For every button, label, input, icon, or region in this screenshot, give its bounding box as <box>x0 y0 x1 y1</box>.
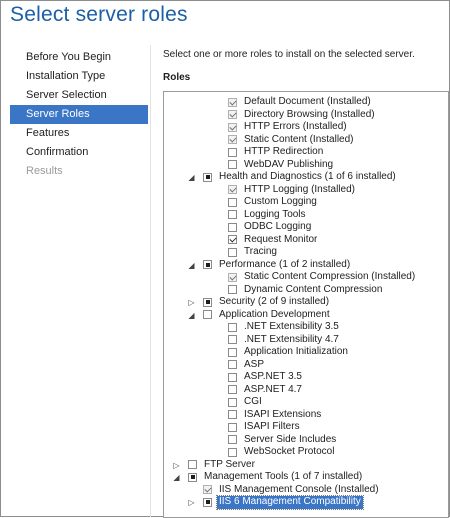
role-label[interactable]: ASP <box>244 358 265 370</box>
role-checkbox[interactable] <box>228 285 237 294</box>
tree-row[interactable] <box>164 359 444 372</box>
role-checkbox[interactable] <box>228 160 237 169</box>
role-checkbox <box>228 135 237 144</box>
role-label[interactable]: Performance (1 of 2 installed) <box>219 258 351 270</box>
role-label[interactable]: Management Tools (1 of 7 installed) <box>204 471 363 482</box>
role-checkbox[interactable] <box>203 498 212 507</box>
tree-row[interactable] <box>164 321 444 334</box>
role-label[interactable]: Dynamic Content Compression <box>244 283 383 295</box>
roles-heading: Roles <box>163 72 191 83</box>
role-checkbox[interactable] <box>203 173 212 182</box>
tree-row[interactable] <box>164 334 444 347</box>
nav-item-server-roles[interactable]: Server Roles <box>10 105 148 124</box>
role-label[interactable]: FTP Server <box>204 458 255 470</box>
expand-arrow-icon[interactable]: ▷ <box>188 498 195 507</box>
role-label[interactable]: HTTP Redirection <box>244 146 324 157</box>
tree-row[interactable] <box>164 471 444 484</box>
tree-row[interactable] <box>164 159 444 172</box>
collapse-arrow-icon[interactable]: ◢ <box>188 260 195 270</box>
tree-row[interactable] <box>164 234 444 247</box>
role-label[interactable]: Logging Tools <box>244 208 306 220</box>
role-label[interactable]: .NET Extensibility 3.5 <box>244 321 339 332</box>
tree-row[interactable] <box>164 271 444 284</box>
role-label[interactable]: Application Development <box>219 308 330 320</box>
intro-text: Select one or more roles to install on the selected server. <box>163 49 415 60</box>
tree-row[interactable] <box>164 184 444 197</box>
nav-item-installation-type[interactable]: Installation Type <box>26 70 106 82</box>
nav-divider <box>150 45 151 517</box>
tree-row[interactable] <box>164 371 444 384</box>
role-checkbox[interactable] <box>228 385 237 394</box>
tree-row[interactable] <box>164 346 444 359</box>
tree-row[interactable] <box>164 484 444 497</box>
role-checkbox <box>228 273 237 282</box>
role-label[interactable]: Health and Diagnostics (1 of 6 installed) <box>219 171 396 182</box>
collapse-arrow-icon[interactable]: ◢ <box>173 473 180 482</box>
tree-row[interactable] <box>164 309 444 322</box>
tree-row[interactable] <box>164 384 444 397</box>
role-label[interactable]: CGI <box>244 396 262 407</box>
role-checkbox[interactable] <box>228 423 237 432</box>
role-label[interactable]: IIS 6 Management Compatibility <box>219 496 361 507</box>
nav-item-results: Results <box>26 165 63 177</box>
role-checkbox[interactable] <box>228 335 237 344</box>
roles-tree[interactable] <box>163 91 449 518</box>
tree-row[interactable] <box>164 434 444 447</box>
tree-row[interactable] <box>164 421 444 434</box>
role-label[interactable]: WebDAV Publishing <box>244 158 334 170</box>
tree-row[interactable] <box>164 171 444 184</box>
role-label[interactable]: Custom Logging <box>244 196 317 207</box>
tree-row[interactable] <box>164 196 444 209</box>
role-label[interactable]: ODBC Logging <box>244 221 312 232</box>
expand-arrow-icon[interactable]: ▷ <box>188 298 195 307</box>
nav-item-confirmation[interactable]: Confirmation <box>26 146 89 158</box>
role-checkbox[interactable] <box>228 210 237 219</box>
role-label[interactable]: WebSocket Protocol <box>244 446 335 457</box>
nav-item-server-selection[interactable]: Server Selection <box>26 89 107 101</box>
tree-row[interactable] <box>164 209 444 222</box>
role-label[interactable]: IIS Management Console (Installed) <box>219 483 379 495</box>
role-checkbox[interactable] <box>228 223 237 232</box>
tree-row[interactable] <box>164 121 444 134</box>
role-label[interactable]: Server Side Includes <box>244 433 337 445</box>
tree-row[interactable] <box>164 134 444 147</box>
role-label[interactable]: HTTP Logging (Installed) <box>244 183 355 195</box>
tree-row[interactable] <box>164 96 444 109</box>
role-checkbox <box>228 185 237 194</box>
role-label[interactable]: ISAPI Extensions <box>244 408 322 420</box>
role-label[interactable]: Directory Browsing (Installed) <box>244 108 375 120</box>
tree-row[interactable] <box>164 109 444 122</box>
tree-row[interactable] <box>164 459 444 472</box>
tree-row[interactable] <box>164 409 444 422</box>
tree-row[interactable] <box>164 396 444 409</box>
role-checkbox[interactable] <box>188 460 197 469</box>
role-checkbox[interactable] <box>228 448 237 457</box>
role-label[interactable]: Request Monitor <box>244 233 318 245</box>
tree-row[interactable] <box>164 221 444 234</box>
role-label[interactable]: Default Document (Installed) <box>244 96 371 107</box>
wizard-nav <box>10 48 148 181</box>
role-checkbox[interactable] <box>228 435 237 444</box>
role-checkbox[interactable] <box>203 310 212 319</box>
page-title: Select server roles <box>10 3 188 26</box>
role-label[interactable]: .NET Extensibility 4.7 <box>244 333 339 345</box>
role-label[interactable]: Static Content Compression (Installed) <box>244 271 416 282</box>
role-checkbox[interactable] <box>203 298 212 307</box>
role-label[interactable]: Security (2 of 9 installed) <box>219 296 330 307</box>
tree-row[interactable] <box>164 246 444 259</box>
role-checkbox[interactable] <box>228 148 237 157</box>
collapse-arrow-icon[interactable]: ◢ <box>188 173 195 182</box>
role-checkbox[interactable] <box>228 410 237 419</box>
tree-row[interactable] <box>164 284 444 297</box>
role-checkbox[interactable] <box>203 260 212 269</box>
tree-row[interactable] <box>164 496 444 509</box>
role-label[interactable]: ASP.NET 3.5 <box>244 371 302 382</box>
collapse-arrow-icon[interactable]: ◢ <box>188 310 195 320</box>
role-checkbox[interactable] <box>228 248 237 257</box>
role-checkbox <box>228 123 237 132</box>
role-checkbox[interactable] <box>228 360 237 369</box>
role-label[interactable]: Application Initialization <box>244 346 348 357</box>
expand-arrow-icon[interactable]: ▷ <box>173 460 180 470</box>
role-label[interactable]: HTTP Errors (Installed) <box>244 121 347 132</box>
role-checkbox[interactable] <box>228 348 237 357</box>
role-checkbox <box>228 98 237 107</box>
role-checkbox[interactable] <box>228 235 237 244</box>
role-checkbox <box>228 110 237 119</box>
role-checkbox[interactable] <box>228 323 237 332</box>
role-label[interactable]: ISAPI Filters <box>244 421 300 432</box>
tree-row[interactable] <box>164 446 444 459</box>
tree-row[interactable] <box>164 259 444 272</box>
role-checkbox[interactable] <box>228 198 237 207</box>
role-checkbox <box>203 485 212 494</box>
nav-item-features[interactable]: Features <box>26 127 70 139</box>
role-label[interactable]: Static Content (Installed) <box>244 133 354 145</box>
tree-row[interactable] <box>164 146 444 159</box>
role-checkbox[interactable] <box>228 398 237 407</box>
role-checkbox[interactable] <box>188 473 197 482</box>
role-label[interactable]: Tracing <box>244 246 277 257</box>
nav-item-before-you-begin[interactable]: Before You Begin <box>26 51 112 63</box>
role-checkbox[interactable] <box>228 373 237 382</box>
tree-row[interactable] <box>164 296 444 309</box>
role-label[interactable]: ASP.NET 4.7 <box>244 383 302 395</box>
